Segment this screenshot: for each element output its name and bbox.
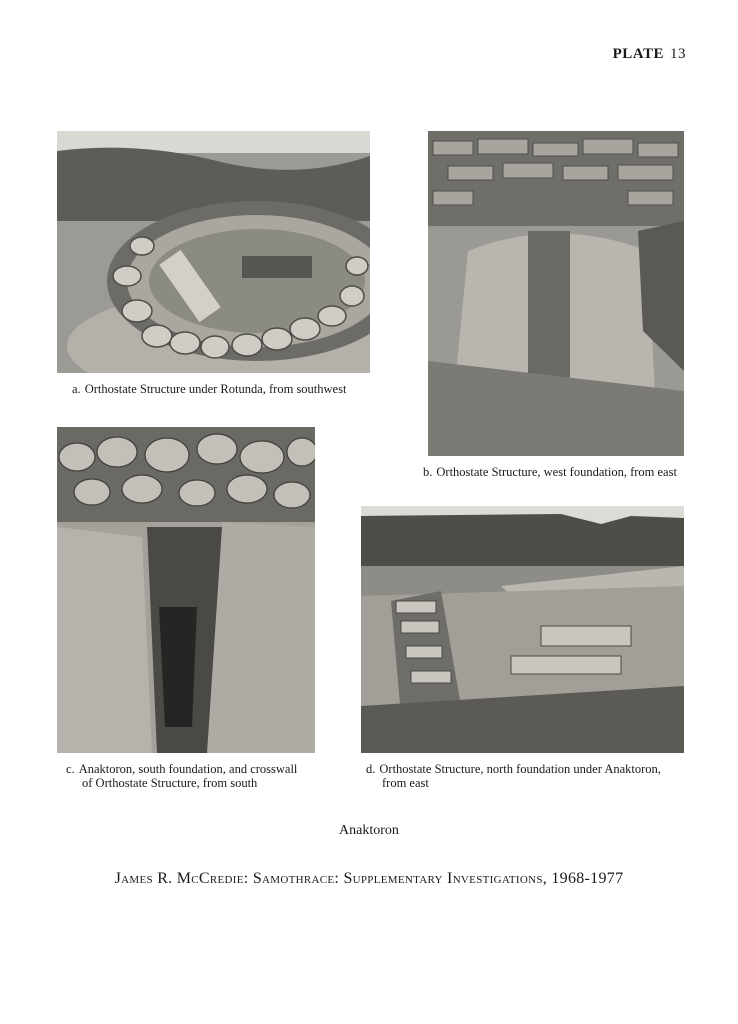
caption-d (366, 762, 661, 790)
caption-c-line2: of Orthostate Structure, from south (82, 776, 258, 790)
photo-a-rotunda (57, 131, 370, 373)
caption-a-text: Orthostate Structure under Rotunda, from southwest (84, 382, 347, 396)
caption-d-letter: d. (366, 762, 376, 776)
caption-b-letter: b. (423, 465, 433, 479)
photo-d-north-foundation (361, 506, 684, 753)
section-title: Anaktoron (339, 823, 399, 838)
caption-d-line1: Orthostate Structure, north foundation under Anaktoron, (379, 762, 661, 776)
plate-word: PLATE (612, 46, 664, 62)
caption-a (72, 382, 346, 396)
caption-b (423, 465, 677, 479)
caption-c-line1: Anaktoron, south foundation, and crosswall (78, 762, 298, 776)
plate-number: 13 (670, 46, 686, 62)
caption-a-letter: a. (72, 382, 81, 396)
caption-b-text: Orthostate Structure, west foundation, from east (436, 465, 677, 479)
publication-credit: James R. McCredie: Samothrace: Supplementary Investigations, 1968-1977 (114, 870, 624, 887)
caption-c (66, 762, 297, 790)
caption-c-letter: c. (66, 762, 75, 776)
plate-label (613, 46, 686, 63)
photo-b-west-foundation (428, 131, 684, 456)
caption-d-line2: from east (382, 776, 429, 790)
photo-c-crosswall (57, 427, 315, 753)
